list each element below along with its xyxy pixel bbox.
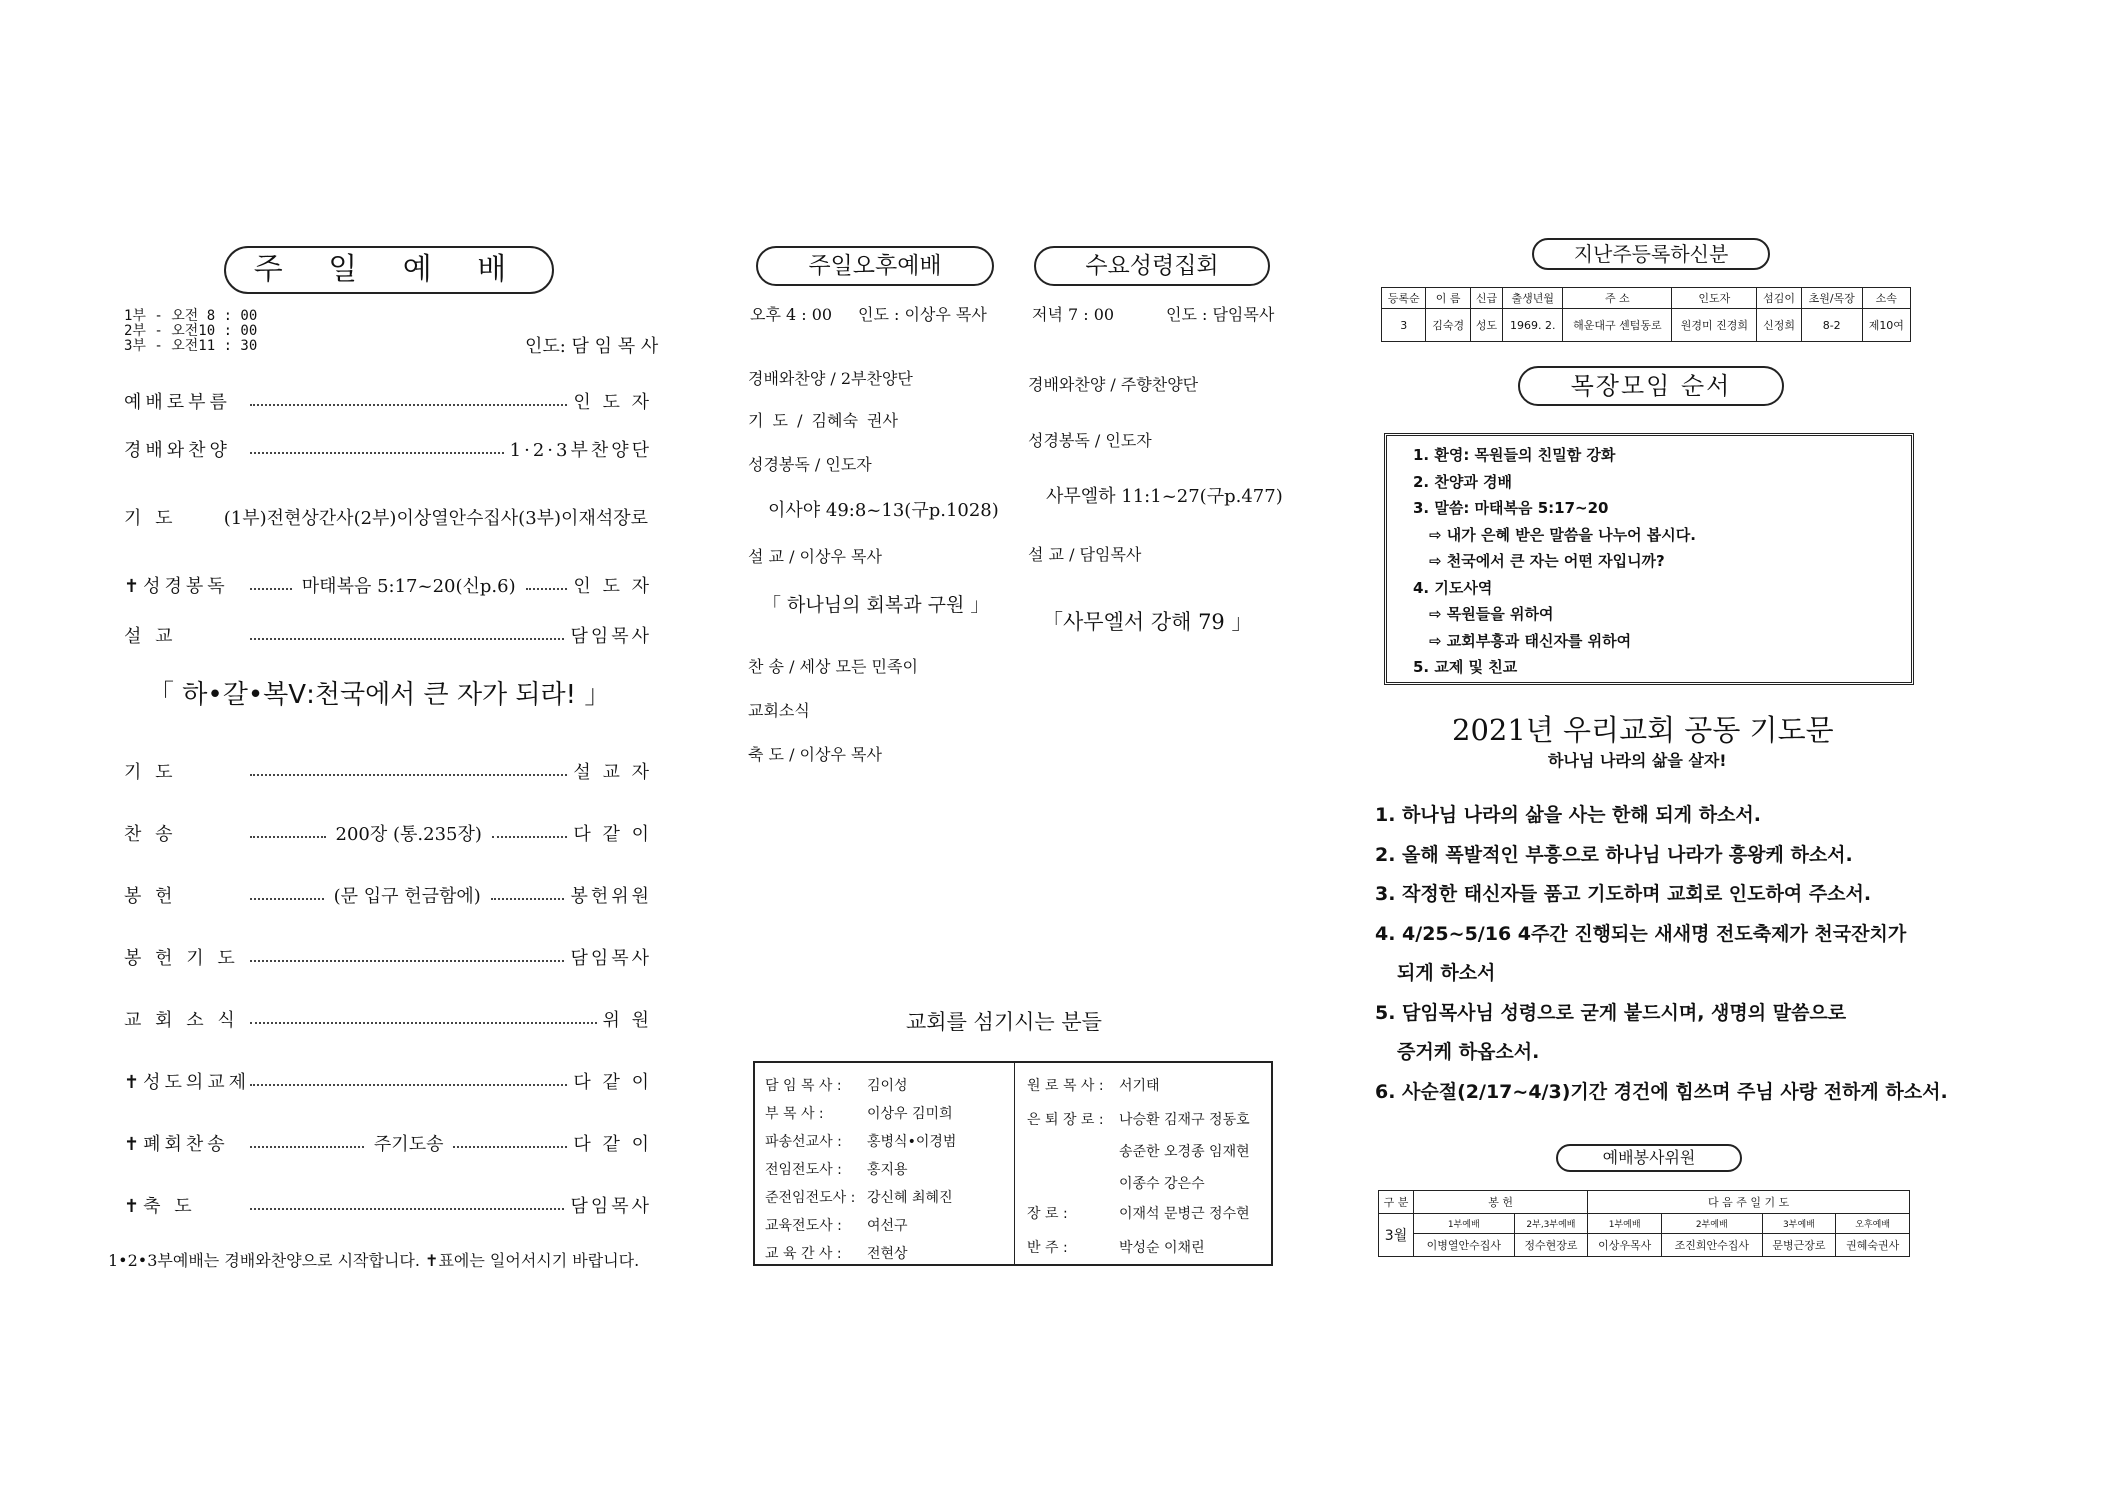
cell-meeting-item: ⇨ 내가 은혜 받은 말씀을 나누어 봅시다. [1429,525,1696,544]
newcomer-header: 인도자 [1672,288,1757,309]
leader-dots [250,1084,567,1086]
order-label: 기 도 [124,762,177,783]
servant-names: 강신혜 최혜진 [867,1190,953,1206]
servant-role: 교 육 간 사 : [765,1246,842,1262]
order-label: ✝축 도 [124,1196,196,1217]
servants-divider [1014,1063,1015,1264]
order-row [124,436,652,462]
wc-subhead: 1부예배 [1588,1214,1662,1234]
wc-next-prayer: 다 음 주 일 기 도 [1588,1191,1910,1214]
newcomer-cell: 김숙경 [1426,309,1470,342]
newcomer-cell: 원경미 진경희 [1672,309,1757,342]
newcomer-cell: 성도 [1470,309,1502,342]
afternoon-title: 주일오후예배 [756,246,994,286]
servant-role: 은 퇴 장 로 : [1027,1112,1104,1128]
leader-dots [491,898,565,900]
wc-subhead: 2부,3부예배 [1514,1214,1588,1234]
servant-names: 전현상 [867,1246,908,1262]
leader-dots [250,638,564,640]
leader-dots [250,1208,564,1210]
newcomers-table [1381,287,1911,342]
wednesday-line: 성경봉독 / 인도자 [1028,431,1152,450]
wc-value: 이상우목사 [1588,1234,1662,1257]
leader-dots [250,1022,597,1024]
cell-meeting-box [1384,433,1914,685]
prayer-item: 6. 사순절(2/17~4/3)기간 경건에 힘쓰며 주님 사랑 전하게 하소서. [1375,1080,1948,1103]
worship-committee-title: 예배봉사위원 [1556,1144,1742,1172]
afternoon-line: 축 도 / 이상우 목사 [748,745,882,764]
servant-line [1027,1237,1205,1257]
servant-line [1027,1075,1160,1095]
prayer-item: 되게 하소서 [1397,962,1496,984]
wc-value: 문병근장로 [1762,1234,1836,1257]
wc-subhead: 3부예배 [1762,1214,1836,1234]
order-label: 봉 헌 [124,886,177,907]
wednesday-title: 수요성령집회 [1034,246,1270,286]
newcomers-title: 지난주등록하신분 [1532,238,1770,270]
newcomer-header: 신급 [1470,288,1502,309]
servant-line [765,1159,908,1179]
order-right: 담임목사 [570,626,652,647]
cell-meeting-item: 3. 말씀: 마태복음 5:17~20 [1413,499,1609,517]
servant-role: 장 로 : [1027,1206,1068,1222]
newcomer-header: 섬김이 [1757,288,1801,309]
newcomer-header: 등록순 [1382,288,1426,309]
wc-month: 3월 [1379,1214,1414,1257]
sunday-title: 주 일 예 배 [224,246,554,294]
leader-dots [250,404,567,406]
servant-role: 교육전도사 : [765,1218,842,1234]
order-right: 다 같 이 [573,1134,653,1155]
wednesday-scripture: 사무엘하 11:1~27(구p.477) [1046,486,1283,507]
newcomer-header: 출생년월 [1503,288,1563,309]
newcomer-cell: 해운대구 센텀동로 [1563,309,1672,342]
order-detail: 주기도송 [370,1130,448,1156]
order-row [124,758,652,784]
afternoon-line: 경배와찬양 / 2부찬양단 [748,369,913,388]
worship-committee-table [1378,1190,1910,1257]
order-row [124,1068,652,1094]
leader-dots [250,960,564,962]
order-right: 1·2·3부찬양단 [509,440,652,461]
order-right: 다 같 이 [573,1072,652,1093]
wc-value: 이병열안수집사 [1414,1234,1515,1257]
servants-box [753,1061,1273,1266]
afternoon-line: 찬 송 / 세상 모든 민족이 [748,657,918,676]
afternoon-line: 설 교 / 이상우 목사 [748,547,882,566]
order-label: 예배로부름 [124,392,231,413]
newcomer-cell: 신정희 [1757,309,1801,342]
servant-line [765,1243,908,1263]
afternoon-scripture: 이사야 49:8~13(구p.1028) [768,500,999,521]
order-detail: (1부)전현상간사(2부)이상열안수집사(3부)이재석장로 [220,504,652,530]
order-right: 인 도 자 [573,392,652,413]
servant-names: 박성순 이채린 [1119,1240,1205,1256]
cell-meeting-item: ⇨ 교회부흥과 태신자를 위하여 [1429,631,1632,650]
cell-meeting-title: 목장모임 순서 [1518,366,1784,406]
service-times [124,309,257,354]
order-right: 담임목사 [570,1196,652,1217]
wc-subhead: 오후예배 [1836,1214,1910,1234]
order-detail: 200장 (통.235장) [332,820,486,846]
servant-names: 김이성 [867,1078,908,1094]
servant-line [1027,1173,1205,1193]
order-label: 경배와찬양 [124,440,231,461]
wc-subhead: 1부예배 [1414,1214,1515,1234]
prayer-title: 2021년 우리교회 공동 기도문 [1452,713,1834,747]
service-time-1: 1부 - 오전 8 : 00 [124,308,258,324]
servant-names: 이종수 강은수 [1119,1176,1205,1192]
wc-bongheon: 봉 헌 [1414,1191,1588,1214]
leader-dots [526,588,568,590]
servant-role: 파송선교사 : [765,1134,842,1150]
order-row [124,1192,652,1218]
prayer-subtitle: 하나님 나라의 삶을 살자! [1548,751,1727,770]
newcomer-cell: 3 [1382,309,1426,342]
cell-meeting-item: 1. 환영: 목원들의 친밀함 강화 [1413,446,1616,464]
servant-role: 전임전도사 : [765,1162,842,1178]
order-detail: 마태복음 5:17~20(신p.6) [298,572,520,598]
servant-names: 이재석 문병근 정수현 [1119,1206,1250,1222]
newcomer-cell: 8-2 [1801,309,1862,342]
order-right: 담임목사 [570,948,652,969]
order-label: 찬 송 [124,824,177,845]
wednesday-sermon-title: 「사무엘서 강해 79 」 [1042,610,1253,634]
servant-line [765,1187,953,1207]
service-time-2: 2부 - 오전10 : 00 [124,323,258,339]
servant-role: 반 주 : [1027,1240,1068,1256]
sunday-leader: 인도: 담 임 목 사 [525,336,659,357]
cell-meeting-item: ⇨ 천국에서 큰 자는 어떤 자입니까? [1429,552,1665,570]
newcomer-header: 소속 [1862,288,1910,309]
order-row [124,944,652,970]
wc-subhead: 2부예배 [1661,1214,1762,1234]
servant-role: 준전임전도사 : [765,1190,856,1206]
order-row [124,388,652,414]
order-row [124,1130,652,1156]
cell-meeting-item: ⇨ 목원들을 위하여 [1429,605,1554,623]
order-right: 다 같 이 [573,824,653,845]
servant-line [765,1131,956,1151]
leader-dots [453,1146,567,1148]
order-label: ✝폐회찬송 [124,1134,229,1155]
leader-dots [492,836,568,838]
order-label: 기 도 [124,508,177,529]
order-label: 봉 헌 기 도 [124,948,239,969]
cell-meeting-item: 2. 찬양과 경배 [1413,472,1513,491]
order-row [124,622,652,648]
order-right: 위 원 [602,1010,652,1031]
servant-names: 송준한 오경종 임재현 [1119,1144,1250,1160]
afternoon-line: 기 도 / 김혜숙 권사 [748,411,898,430]
order-row [124,1006,652,1032]
servant-names: 이상우 김미희 [867,1106,953,1122]
order-detail: (문 입구 헌금함에) [330,882,485,908]
order-row [124,572,652,598]
servant-names: 홍병식•이경범 [867,1134,957,1150]
prayer-item: 증거케 하옵소서. [1397,1041,1540,1063]
leader-dots [250,452,504,454]
order-row [124,882,652,908]
servant-line [765,1103,953,1123]
wc-gubun: 구 분 [1379,1191,1414,1214]
servant-role: 원 로 목 사 : [1027,1078,1104,1094]
servant-names: 홍지용 [867,1162,908,1178]
wednesday-line: 경배와찬양 / 주향찬양단 [1028,375,1199,394]
cell-meeting-item: 4. 기도사역 [1413,578,1493,597]
order-label: 교 회 소 식 [124,1010,239,1031]
leader-dots [250,1146,364,1148]
wednesday-line: 설 교 / 담임목사 [1028,545,1142,564]
servant-line [765,1215,908,1235]
afternoon-leader: 인도 : 이상우 목사 [858,305,987,324]
servant-line [1027,1141,1250,1161]
wc-value: 정수현장로 [1514,1234,1588,1257]
prayer-item: 5. 담임목사님 성령으로 굳게 붙드시며, 생명의 말씀으로 [1375,1001,1847,1024]
servant-line [1027,1109,1250,1129]
servant-names: 여선구 [867,1218,908,1234]
order-right: 봉헌위원 [570,886,652,907]
wc-value: 권혜숙권사 [1836,1234,1910,1257]
afternoon-sermon-title: 「 하나님의 회복과 구원 」 [762,594,990,616]
servant-line [765,1075,908,1095]
wednesday-time: 저녁 7 : 00 [1032,305,1115,324]
newcomer-header: 이 름 [1426,288,1470,309]
order-label: 설 교 [124,626,177,647]
prayer-item: 4. 4/25~5/16 4주간 진행되는 새새명 전도축제가 천국잔치가 [1375,922,1907,945]
wc-value: 조진희안수집사 [1661,1234,1762,1257]
servant-line [1027,1203,1250,1223]
service-time-3: 3부 - 오전11 : 30 [124,338,258,354]
newcomer-header: 주 소 [1563,288,1672,309]
prayer-item: 2. 올해 폭발적인 부흥으로 하나님 나라가 흥왕케 하소서. [1375,843,1853,866]
afternoon-line: 성경봉독 / 인도자 [748,455,872,474]
afternoon-time: 오후 4 : 00 [750,305,833,324]
order-row [124,820,652,846]
leader-dots [250,836,326,838]
servants-title: 교회를 섬기시는 분들 [906,1010,1102,1034]
order-right: 설 교 자 [573,762,652,783]
leader-dots [250,898,324,900]
sunday-footnote: 1•2•3부예배는 경배와찬양으로 시작합니다. ✝표에는 일어서시기 바랍니다. [108,1251,640,1270]
prayer-item: 3. 작정한 태신자들 품고 기도하며 교회로 인도하여 주소서. [1375,883,1872,905]
prayer-item: 1. 하나님 나라의 삶을 사는 한해 되게 하소서. [1375,804,1761,826]
leader-dots [250,588,292,590]
order-label: ✝성도의교제 [124,1072,251,1093]
servant-names: 서기태 [1119,1078,1160,1094]
sermon-title: 「 하•갈•복Ⅴ:천국에서 큰 자가 되라! 」 [148,680,611,710]
cell-meeting-item: 5. 교제 및 친교 [1413,658,1518,676]
order-row [124,504,652,530]
order-right: 인 도 자 [573,576,653,597]
afternoon-line: 교회소식 [748,701,810,720]
leader-dots [250,774,567,776]
newcomer-cell: 1969. 2. [1503,309,1563,342]
newcomer-cell: 제10여 [1862,309,1910,342]
wednesday-leader: 인도 : 담임목사 [1166,305,1275,324]
servant-role: 부 목 사 : [765,1106,824,1122]
servant-role: 담 임 목 사 : [765,1078,842,1094]
order-label: ✝성경봉독 [124,576,229,597]
newcomer-header: 초원/목장 [1801,288,1862,309]
servant-names: 나승환 김재구 정동호 [1119,1112,1250,1128]
